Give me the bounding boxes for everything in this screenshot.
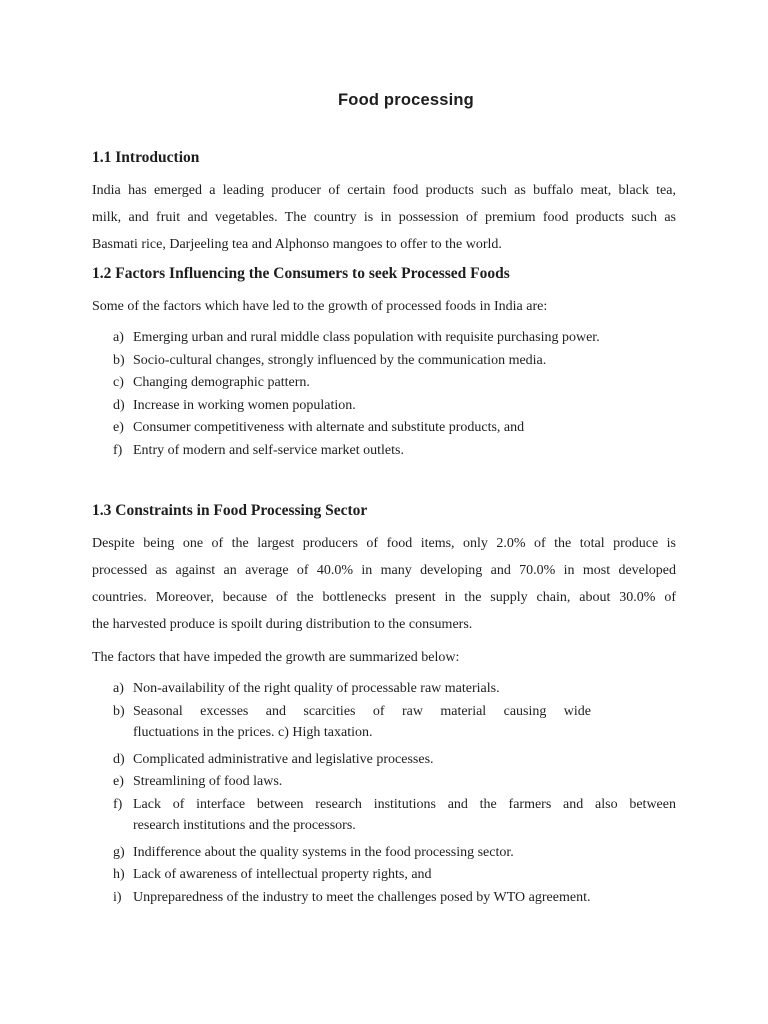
list-item-text-line: Seasonal excesses and scarcities of raw material causing wide xyxy=(133,703,591,719)
list-item xyxy=(92,887,676,909)
list-item-text-line: research institutions and the processors. xyxy=(133,818,356,833)
list-item-text-line: fluctuations in the prices. c) High taxation. xyxy=(133,725,373,740)
section-constraints xyxy=(92,501,676,908)
list-item-marker: b) xyxy=(113,703,125,719)
impediments-intro: The factors that have impeded the growth are summarized below: xyxy=(92,650,460,665)
list-item-text: Streamlining of food laws. xyxy=(133,774,283,789)
list-item-marker: e) xyxy=(113,774,124,789)
list-item-text-line: Lack of interface between research institutions and the farmers and also between xyxy=(133,796,676,812)
list-item-marker: f) xyxy=(113,796,123,812)
list-item-text: Non-availability of the right quality of processable raw materials. xyxy=(133,681,500,696)
paragraph-line: India has emerged a leading producer of certain food products such as buffalo meat, black tea, xyxy=(92,183,676,198)
paragraph-line: Basmati rice, Darjeeling tea and Alphonso mangoes to offer to the world. xyxy=(92,237,502,252)
list-item-text: Complicated administrative and legislative processes. xyxy=(133,751,434,767)
list-item-marker: a) xyxy=(113,330,124,345)
section-consumer-factors xyxy=(92,264,676,461)
list-item-marker: d) xyxy=(113,751,125,767)
section-1-2-heading: 1.2 Factors Influencing the Consumers to seek Processed Foods xyxy=(92,265,510,282)
section-1-1-heading: 1.1 Introduction xyxy=(92,149,200,166)
list-item-text: Consumer competitiveness with alternate and substitute products, and xyxy=(133,420,525,435)
list-item-text: Socio-cultural changes, strongly influenced by the communication media. xyxy=(133,352,547,368)
paragraph-line: milk, and fruit and vegetables. The country is in possession of premium food products such as xyxy=(92,210,676,225)
list-item-text: Increase in working women population. xyxy=(133,397,356,413)
impediments-list xyxy=(92,678,676,908)
list-item xyxy=(92,440,676,462)
section-introduction xyxy=(92,148,676,258)
list-item-text: Unpreparedness of the industry to meet the challenges posed by WTO agreement. xyxy=(133,889,591,905)
paragraph-line: Despite being one of the largest producers of food items, only 2.0% of the total produce is xyxy=(92,536,676,551)
consumer-factors-intro: Some of the factors which have led to the growth of processed foods in India are: xyxy=(92,299,548,314)
list-item-marker: c) xyxy=(113,375,124,390)
list-item xyxy=(92,395,676,417)
list-item-marker: f) xyxy=(113,442,123,458)
list-item xyxy=(92,701,676,744)
paragraph-line: countries. Moreover, because of the bottlenecks present in the supply chain, about 30.0% of xyxy=(92,590,676,605)
list-item-marker: a) xyxy=(113,681,124,696)
list-item-marker: b) xyxy=(113,352,125,368)
list-item xyxy=(92,794,676,837)
list-item-text: Lack of awareness of intellectual property rights, and xyxy=(133,867,432,882)
list-item xyxy=(92,350,676,372)
constraints-paragraph xyxy=(92,530,676,638)
list-item-text: Changing demographic pattern. xyxy=(133,375,310,390)
list-item-marker: i) xyxy=(113,889,122,905)
list-item-text: Emerging urban and rural middle class population with requisite purchasing power. xyxy=(133,330,600,345)
list-item xyxy=(92,864,676,886)
list-item-marker: e) xyxy=(113,420,124,435)
paragraph-line: processed as against an average of 40.0% in many developing and 70.0% in most developed xyxy=(92,563,676,578)
paragraph-line: the harvested produce is spoilt during distribution to the consumers. xyxy=(92,617,473,632)
list-item xyxy=(92,327,676,349)
consumer-factors-list xyxy=(92,327,676,461)
document-title: Food processing xyxy=(338,91,474,109)
introduction-paragraph xyxy=(92,177,676,258)
list-item xyxy=(92,372,676,394)
list-item-text: Indifference about the quality systems in the food processing sector. xyxy=(133,844,514,860)
list-item-marker: h) xyxy=(113,867,125,882)
list-item xyxy=(92,417,676,439)
list-item xyxy=(92,749,676,771)
list-item xyxy=(92,842,676,864)
list-item xyxy=(92,678,676,700)
list-item xyxy=(92,771,676,793)
list-item-marker: d) xyxy=(113,397,125,413)
list-item-text: Entry of modern and self-service market outlets. xyxy=(133,442,404,458)
list-item-marker: g) xyxy=(113,844,125,860)
section-1-3-heading: 1.3 Constraints in Food Processing Sector xyxy=(92,502,368,519)
